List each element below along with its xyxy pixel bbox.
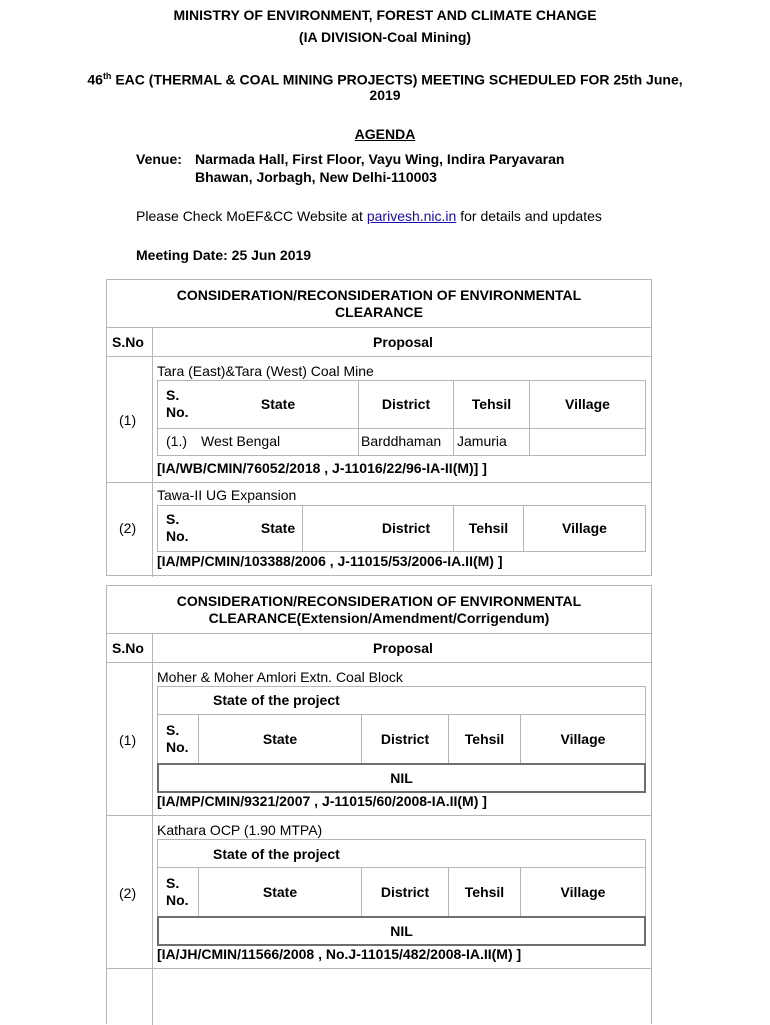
th-village: Village [565,396,610,412]
section1-title-line2: CLEARANCE [335,304,423,320]
th-district: District [381,520,431,536]
th-state: State [262,884,298,900]
venue-line2: Bhawan, Jorbagh, New Delhi-110003 [195,169,437,185]
th-state: State [260,396,296,412]
section-environmental-clearance [106,279,652,576]
th-district: District [381,396,431,412]
th-sno-2: No. [166,892,189,908]
section1-title-line1: CONSIDERATION/RECONSIDERATION OF ENVIRONMENTAL [176,287,582,303]
th-tehsil: Tehsil [464,884,505,900]
proposal-reference: [IA/MP/CMIN/103388/2006 , J-11015/53/2006-IA.II(M) ] [157,553,503,569]
proposal-name: Moher & Moher Amlori Extn. Coal Block [157,669,403,685]
nil-row [157,916,646,946]
state-of-project-row [157,839,646,868]
th-sno-1: S. [166,722,180,738]
th-sno-2: No. [166,404,189,420]
item-sno: (2) [119,520,137,536]
col-header-proposal: Proposal [373,334,433,350]
th-district: District [380,884,430,900]
proposal-name: Tawa-II UG Expansion [157,487,297,503]
item-sno: (2) [119,885,137,901]
proposal-reference: [IA/WB/CMIN/76052/2018 , J-11016/22/96-IA-II(M)] ] [157,460,487,476]
item-sno: (1) [119,412,137,428]
meeting-number: 46 [87,71,103,88]
proposal-reference: [IA/JH/CMIN/11566/2008 , No.J-11015/482/2008-IA.II(M) ] [157,946,522,962]
venue-line1: Narmada Hall, First Floor, Vayu Wing, Indira Paryavaran [195,151,565,167]
nil-label: NIL [390,770,413,786]
th-state: State [262,731,298,747]
td-tehsil: Jamuria [457,433,507,449]
nil-label: NIL [390,923,413,939]
th-village: Village [562,520,607,536]
proposal-reference: [IA/MP/CMIN/9321/2007 , J-11015/60/2008-IA.II(M) ] [157,793,487,809]
th-village: Village [560,731,606,747]
th-tehsil: Tehsil [464,731,505,747]
state-of-project-label: State of the project [213,692,340,708]
td-state: West Bengal [201,433,281,449]
venue-label: Venue: [136,151,182,167]
proposal-detail-table [157,380,646,456]
th-district: District [380,731,430,747]
state-of-project-label: State of the project [213,846,340,862]
website-notice [136,207,602,225]
section-ec-extension-amendment [106,585,652,1024]
section2-title-line1: CONSIDERATION/RECONSIDERATION OF ENVIRONMENTAL [176,593,582,609]
state-of-project-row [157,686,646,715]
ministry-title: MINISTRY OF ENVIRONMENT, FOREST AND CLIMATE CHANGE [173,7,597,23]
td-district: Barddhaman [361,433,442,449]
th-tehsil: Tehsil [468,520,509,536]
th-state: State [260,520,296,536]
nil-row [157,763,646,793]
division-title: (IA DIVISION-Coal Mining) [298,29,472,45]
proposal-name: Tara (East)&Tara (West) Coal Mine [157,363,374,379]
section2-title-line2: CLEARANCE(Extension/Amendment/Corrigendum) [208,610,550,626]
meeting-line1: EAC (THERMAL & COAL MINING PROJECTS) MEETING SCHEDULED FOR 25th June, [115,71,683,88]
item-sno: (1) [119,732,137,748]
col-header-proposal: Proposal [373,640,433,656]
proposal-detail-table [157,867,646,917]
th-sno-1: S. [166,387,180,403]
th-sno-1: S. [166,511,180,527]
th-sno-2: No. [166,528,189,544]
col-header-sno: S.No [112,334,144,350]
meeting-date: Meeting Date: 25 Jun 2019 [136,247,312,263]
th-village: Village [560,884,606,900]
proposal-name: Kathara OCP (1.90 MTPA) [157,822,323,838]
th-sno-1: S. [166,875,180,891]
th-sno-2: No. [166,739,189,755]
proposal-detail-table [157,505,646,552]
agenda-heading: AGENDA [354,126,416,142]
th-tehsil: Tehsil [471,396,512,412]
meeting-year: 2019 [369,87,401,103]
notice-text-before: Please Check MoEF&CC Website at [136,208,363,224]
meeting-number-suffix: th [102,71,112,81]
proposal-detail-table [157,714,646,764]
parivesh-link[interactable]: parivesh.nic.in [366,208,457,224]
col-header-sno: S.No [112,640,144,656]
notice-text-after: for details and updates [460,208,602,224]
td-sno: (1.) [166,433,187,449]
